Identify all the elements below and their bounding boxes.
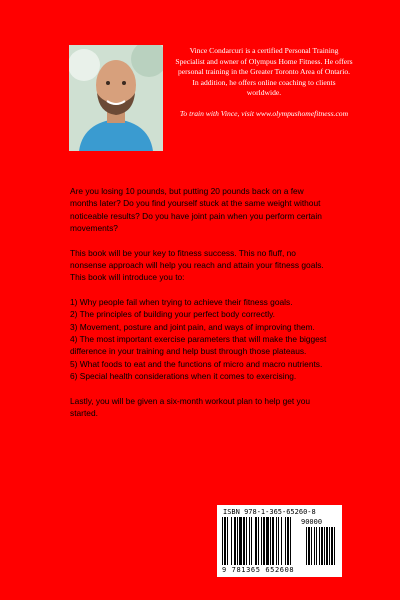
barcode-stripe [261, 517, 262, 565]
barcode-stripe [239, 517, 242, 565]
barcode-stripe [222, 517, 223, 565]
barcode-stripe [278, 517, 279, 565]
book-description [70, 185, 332, 432]
list-item: 4) The most important exercise parameters that will make the biggest difference in your training and help bust through those plateaus. [70, 334, 327, 357]
barcode-stripe [281, 517, 282, 565]
barcode-stripe [285, 517, 286, 565]
list-item: 5) What foods to eat and the functions of micro and macro nutrients. [70, 358, 323, 369]
barcode-stripe [251, 517, 252, 565]
list-item: 3) Movement, posture and joint pain, and ways of improving them. [70, 321, 315, 332]
barcode-stripe [287, 517, 289, 565]
barcode-stripe [249, 517, 250, 565]
barcode-addon-stripe [316, 527, 317, 565]
barcode-stripe [272, 517, 274, 565]
barcode-addon-stripe [314, 527, 315, 565]
list-item: 1) Why people fail when trying to achieve their fitness goals. [70, 296, 293, 307]
list-item: 2) The principles of building your perfect body correctly. [70, 309, 275, 320]
barcode-stripe [231, 517, 232, 565]
barcode-stripe [224, 517, 226, 565]
author-bio [175, 46, 353, 120]
barcode-stripe [258, 517, 259, 565]
barcode-stripe [276, 517, 277, 565]
barcode-addon-stripe [319, 527, 320, 565]
barcode-stripe [246, 517, 247, 565]
key-paragraph: This book will be your key to fitness success. This no fluff, no nonsense approach will help you reach and attain your fitness goals. This book will introduce you to: [70, 247, 324, 283]
barcode-addon-stripe [329, 527, 330, 565]
author-bio-text: Vince Condarcuri is a certified Personal Training Specialist and owner of Olympus Home Fitness. He offers personal training in the Greater Toronto Area of Ontario. In addition, he offers online coaching to clients worldwide. [175, 46, 353, 98]
barcode-digits: 9 781365 652608 [222, 566, 295, 574]
barcode-stripe [237, 517, 238, 565]
barcode-addon-stripe [311, 527, 312, 565]
barcode-stripe [243, 517, 245, 565]
barcode-stripe [266, 517, 269, 565]
barcode-addon-number: 90000 [301, 518, 323, 526]
topics-list [70, 296, 332, 383]
barcode-stripe [290, 517, 291, 565]
isbn-barcode [217, 505, 342, 577]
barcode-addon-stripe [306, 527, 307, 565]
barcode-addon-stripe [308, 527, 310, 565]
closing-paragraph: Lastly, you will be given a six-month workout plan to help get you started. [70, 395, 311, 419]
barcode-addon-stripe [326, 527, 328, 565]
barcode-addon-stripe [331, 527, 333, 565]
barcode-stripe [234, 517, 236, 565]
barcode-stripe [255, 517, 257, 565]
intro-paragraph: Are you losing 10 pounds, but putting 20 pounds back on a few months later? Do you find yourself stuck at the same weight without noticeable results? Do you have joint pain when you perform certain movements? [70, 186, 322, 234]
author-website-cta: To train with Vince, visit www.olympushomefitness.com [179, 108, 349, 118]
barcode-stripe [227, 517, 228, 565]
isbn-label: ISBN 978-1-365-65260-8 [223, 508, 316, 516]
barcode-addon-stripe [324, 527, 325, 565]
barcode-addon-stripe [321, 527, 323, 565]
barcode-stripe [263, 517, 265, 565]
list-item: 6) Special health considerations when it comes to exercising. [70, 371, 297, 382]
author-photo [69, 45, 163, 151]
barcode-stripe [270, 517, 271, 565]
barcode-addon-stripe [334, 527, 335, 565]
